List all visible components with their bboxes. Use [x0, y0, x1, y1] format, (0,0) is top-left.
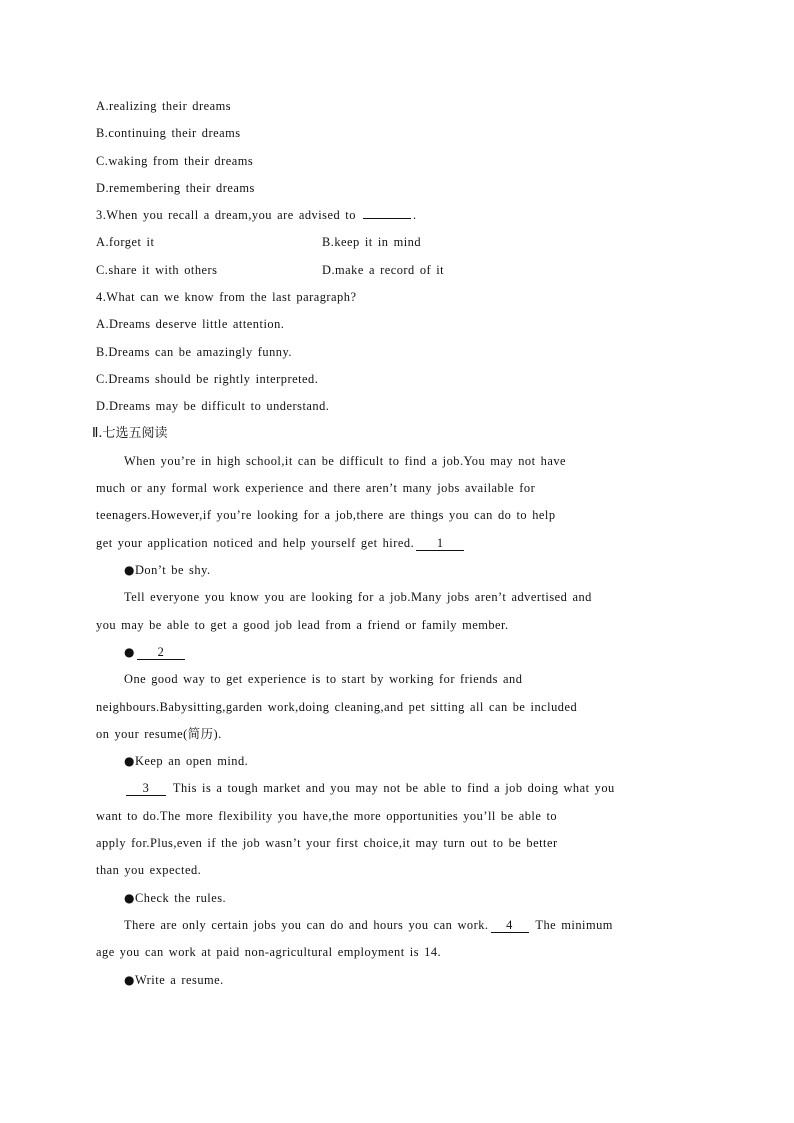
passage-p1-line-4 — [96, 533, 696, 560]
heading-check-rules-text: Check the rules. — [134, 890, 227, 905]
q3-stem-end: . — [413, 208, 417, 223]
heading-check-rules — [96, 888, 696, 915]
passage-p1-line-1: When you’re in high school,it can be difficult to find a job.You may not have — [124, 453, 567, 468]
document-page — [92, 96, 696, 997]
blank-2: 2 — [137, 646, 185, 660]
q3-option-b: B.keep it in mind — [322, 235, 422, 250]
passage-p4-line-2: want to do.The more flexibility you have,the more opportunities you’ll be able to — [96, 808, 558, 823]
section-title: Ⅱ.七选五阅读 — [92, 425, 168, 441]
passage-p2-line-1: Tell everyone you know you are looking for a job.Many jobs aren’t advertised and — [124, 590, 592, 605]
bullet-icon: ● — [124, 563, 135, 578]
bullet-icon: ● — [124, 890, 135, 905]
passage-p4-line-1 — [96, 778, 696, 805]
q4-stem: 4.What can we know from the last paragraph? — [96, 290, 357, 305]
passage-p4-line-4: than you expected. — [96, 863, 202, 878]
q4-option-d: D.Dreams may be difficult to understand. — [96, 399, 330, 414]
q2-option-b: B.continuing their dreams — [96, 126, 241, 141]
bullet-icon: ● — [124, 972, 135, 987]
q3-stem-text: 3.When you recall a dream,you are advised to — [96, 208, 362, 223]
passage-p4-line-3: apply for.Plus,even if the job wasn’t your first choice,it may turn out to be better — [96, 836, 558, 851]
q3-option-a: A.forget it — [96, 235, 155, 250]
passage-p5-line-1 — [96, 915, 696, 942]
passage-p1-line-2: much or any formal work experience and there aren’t many jobs available for — [96, 481, 536, 496]
q3-options-row-2 — [96, 260, 696, 287]
passage-p2-line-2: you may be able to get a good job lead from a friend or family member. — [96, 617, 509, 632]
q2-option-a: A.realizing their dreams — [96, 99, 232, 113]
bullet-icon: ● — [124, 754, 135, 769]
q2-option-c: C.waking from their dreams — [96, 153, 254, 168]
passage-p5-line-1-text: There are only certain jobs you can do and hours you can work. — [124, 917, 489, 932]
q4-option-a: A.Dreams deserve little attention. — [96, 317, 285, 332]
q2-option-d: D.remembering their dreams — [96, 180, 255, 195]
blank-4: 4 — [491, 919, 529, 933]
passage-p1-line-3: teenagers.However,if you’re looking for a job,there are things you can do to help — [96, 508, 556, 523]
q3-stem — [96, 205, 696, 232]
heading-blank-2 — [96, 642, 696, 669]
q3-option-d: D.make a record of it — [322, 262, 445, 277]
heading-write-resume-text: Write a resume. — [134, 972, 224, 987]
q3-answer-blank — [363, 218, 411, 219]
heading-keep-open-mind-text: Keep an open mind. — [134, 754, 249, 769]
heading-write-resume — [96, 970, 696, 997]
heading-dont-be-shy — [96, 560, 696, 587]
q4-option-c: C.Dreams should be rightly interpreted. — [96, 371, 319, 386]
passage-p3-line-1: One good way to get experience is to start by working for friends and — [124, 672, 523, 687]
q3-option-c: C.share it with others — [96, 262, 218, 277]
blank-3: 3 — [126, 782, 166, 796]
passage-p5-line-1-end: The minimum — [535, 917, 613, 932]
heading-keep-open-mind — [96, 751, 696, 778]
passage-p1-line-4-text: get your application noticed and help yourself get hired. — [96, 535, 415, 550]
blank-1: 1 — [416, 537, 464, 551]
passage-p5-line-2: age you can work at paid non-agricultural employment is 14. — [96, 945, 442, 960]
bullet-icon: ● — [124, 644, 135, 659]
passage-p3-line-2: neighbours.Babysitting,garden work,doing cleaning,and pet sitting all can be included — [96, 699, 578, 714]
passage-p3-line-3: on your resume(简历). — [96, 726, 222, 741]
passage-p4-line-1-text: This is a tough market and you may not be able to find a job doing what you — [172, 781, 615, 796]
q4-option-b: B.Dreams can be amazingly funny. — [96, 344, 292, 359]
q3-options-row-1 — [96, 232, 696, 259]
heading-dont-be-shy-text: Don’t be shy. — [134, 563, 211, 578]
